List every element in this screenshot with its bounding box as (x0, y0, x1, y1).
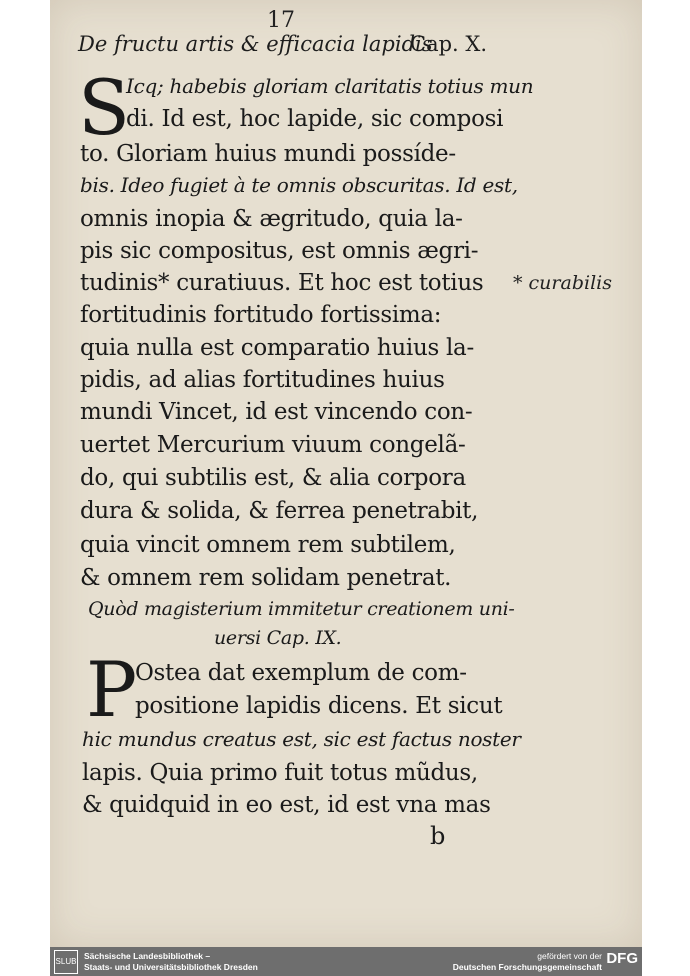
dfg-logo: DFG (606, 950, 638, 967)
footer-bar (50, 947, 642, 976)
text-line: bis. Ideo fugiet à te omnis obscuritas. Id est, (80, 173, 518, 197)
text-line: hic mundus creatus est, sic est factus noster (82, 727, 521, 751)
text-line: & quidquid in eo est, id est vna mas (82, 792, 491, 818)
text-line: pis sic compositus, est omnis ægri- (80, 238, 479, 264)
text-line: fortitudinis fortitudo fortissima: (80, 302, 442, 328)
text-line: quia vincit omnem rem subtilem, (80, 532, 456, 558)
text-line: dura & solida, & ferrea penetrabit, (80, 498, 479, 524)
signature-mark: b (430, 822, 446, 850)
text-line: Ostea dat exemplum de com- (135, 660, 467, 686)
text-line: to. Gloriam huius mundi possíde- (80, 141, 456, 167)
text-line: mundi Vincet, id est vincendo con- (80, 399, 473, 425)
funding-note: gefördert von der Deutschen Forschungsgemeinschaft (452, 951, 602, 972)
text-line: lapis. Quia primo fuit totus mũdus, (82, 760, 478, 786)
text-line: do, qui subtilis est, & alia corpora (80, 465, 466, 491)
text-line: & omnem rem solidam penetrat. (80, 565, 452, 591)
chapter-title: Quòd magisterium immitetur creationem uni- (88, 598, 515, 620)
drop-capital-p: P (86, 645, 138, 734)
heading-title: De fructu artis & efficacia lapidis (78, 32, 433, 56)
page-number: 17 (267, 8, 295, 33)
margin-note: * curabilis (513, 272, 612, 294)
text-line: quia nulla est comparatio huius la- (80, 335, 474, 361)
text-line: pidis, ad alias fortitudines huius (80, 367, 445, 393)
text-line: Icq; habebis gloriam claritatis totius mun (126, 74, 534, 98)
running-heading (78, 32, 508, 56)
drop-capital-s: S (78, 63, 131, 152)
heading-chapter: Cap. X. (410, 32, 488, 56)
text-line: positione lapidis dicens. Et sicut (135, 693, 503, 719)
library-logo: SLUB (54, 950, 78, 974)
library-name: Sächsische Landesbibliothek – Staats- und Universitätsbibliothek Dresden (84, 951, 258, 972)
text-line: tudinis* curatiuus. Et hoc est totius (80, 270, 484, 296)
text-line: uertet Mercurium viuum congelã- (80, 432, 466, 458)
text-line: omnis inopia & ægritudo, quia la- (80, 206, 463, 232)
text-line: di. Id est, hoc lapide, sic composi (126, 106, 504, 132)
chapter-title: uersi Cap. IX. (214, 627, 342, 649)
